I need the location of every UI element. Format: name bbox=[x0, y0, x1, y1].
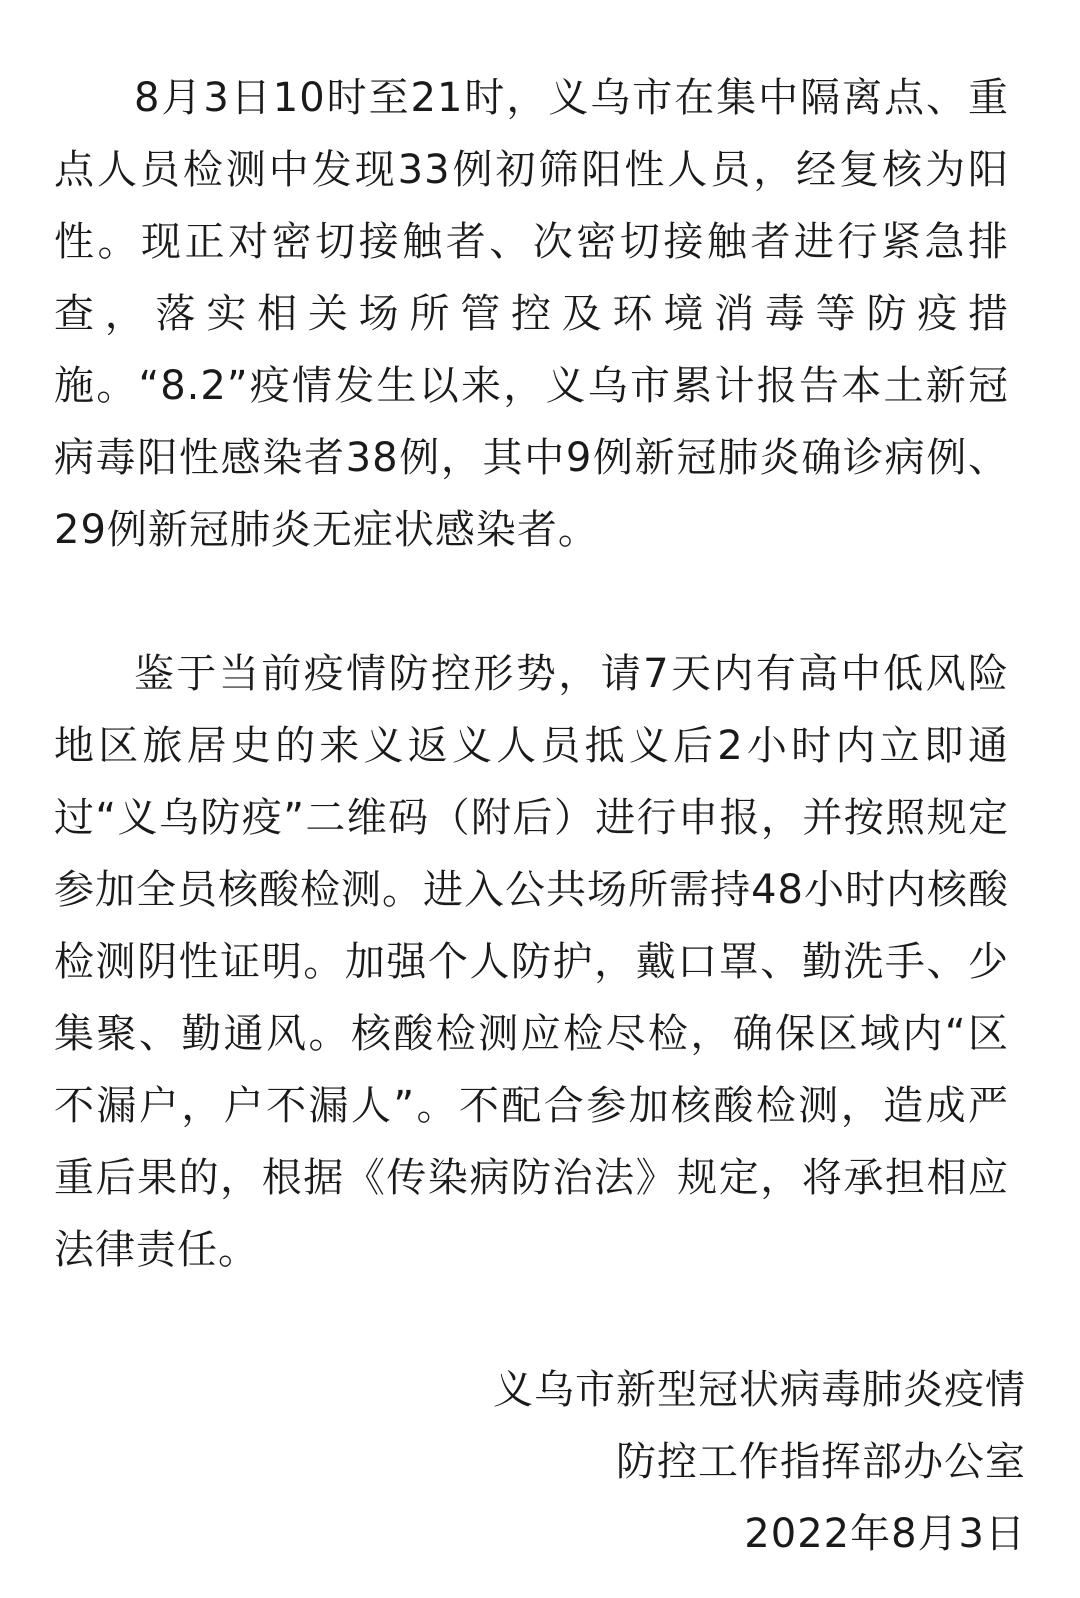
paragraph-case-report: 8月3日10时至21时，义乌市在集中隔离点、重点人员检测中发现33例初筛阳性人员，经复核为阳性。现正对密切接触者、次密切接触者进行紧急排查，落实相关场所管控及环境消毒等防疫措施。“8.2”疫情发生以来，义乌市累计报告本土新冠病毒阳性感染者38例，其中9例新冠肺炎确诊病例、29例新冠肺炎无症状感染者。 bbox=[54, 75, 1009, 553]
signature-org-line2: 防控工作指挥部办公室 bbox=[616, 1439, 1026, 1485]
article-body bbox=[54, 62, 1009, 1286]
signature-date: 2022年8月3日 bbox=[744, 1511, 1026, 1557]
signature-block bbox=[493, 1354, 1026, 1570]
signature-org-line1: 义乌市新型冠状病毒肺炎疫情 bbox=[493, 1367, 1026, 1413]
paragraph-prevention-notice: 鉴于当前疫情防控形势，请7天内有高中低风险地区旅居史的来义返义人员抵义后2小时内立即通过“义乌防疫”二维码（附后）进行申报，并按照规定参加全员核酸检测。进入公共场所需持48小时内核酸检测阴性证明。加强个人防护，戴口罩、勤洗手、少集聚、勤通风。核酸检测应检尽检，确保区域内“区不漏户，户不漏人”。不配合参加核酸检测，造成严重后果的，根据《传染病防治法》规定，将承担相应法律责任。 bbox=[54, 651, 1009, 1273]
